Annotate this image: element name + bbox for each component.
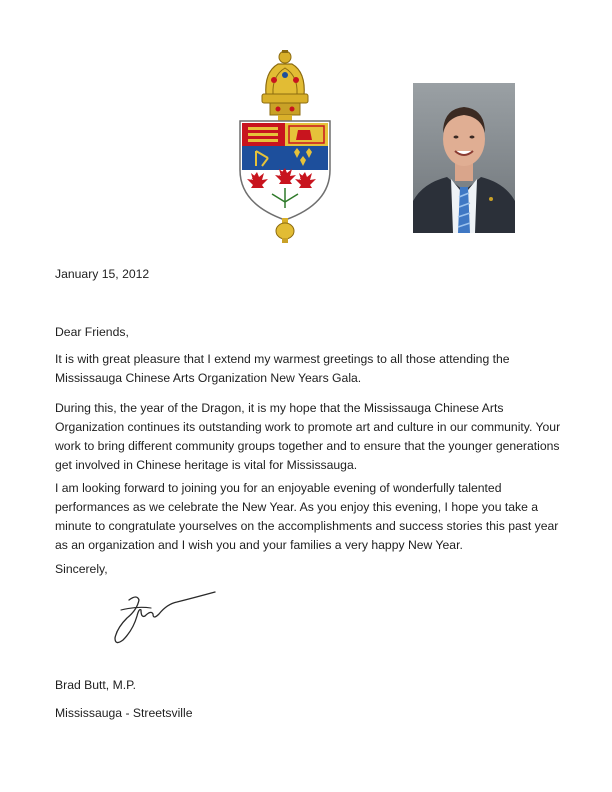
paragraph-2: During this, the year of the Dragon, it is my hope that the Mississauga Chinese Arts Organization continues its outstanding work to promote art and culture in our community. Your work to bring different community groups together and to ensure that the younger generations get involved in Chinese heritage is vital for Mississauga.	[55, 401, 561, 472]
letter-date: January 15, 2012	[55, 267, 150, 281]
signer-riding: Mississauga - Streetsville	[55, 706, 193, 720]
mace-crest-image	[226, 48, 344, 244]
paragraph-1: It is with great pleasure that I extend my warmest greetings to all those attending the Mississauga Chinese Arts Organization New Years Gala.	[55, 352, 510, 385]
salutation: Dear Friends,	[55, 325, 129, 339]
handwritten-signature	[107, 588, 219, 648]
signer-name: Brad Butt, M.P.	[55, 678, 137, 692]
paragraph-3: I am looking forward to joining you for an enjoyable evening of wonderfully talented performances as we celebrate the New Year. As you enjoy this evening, I hope you take a minute to congratulate yourselves on the accomplishments and success stories this past year as an organization and I wish you and your families a very happy New Year.	[55, 481, 559, 552]
portrait-photo	[413, 83, 515, 233]
closing: Sincerely,	[55, 562, 108, 576]
